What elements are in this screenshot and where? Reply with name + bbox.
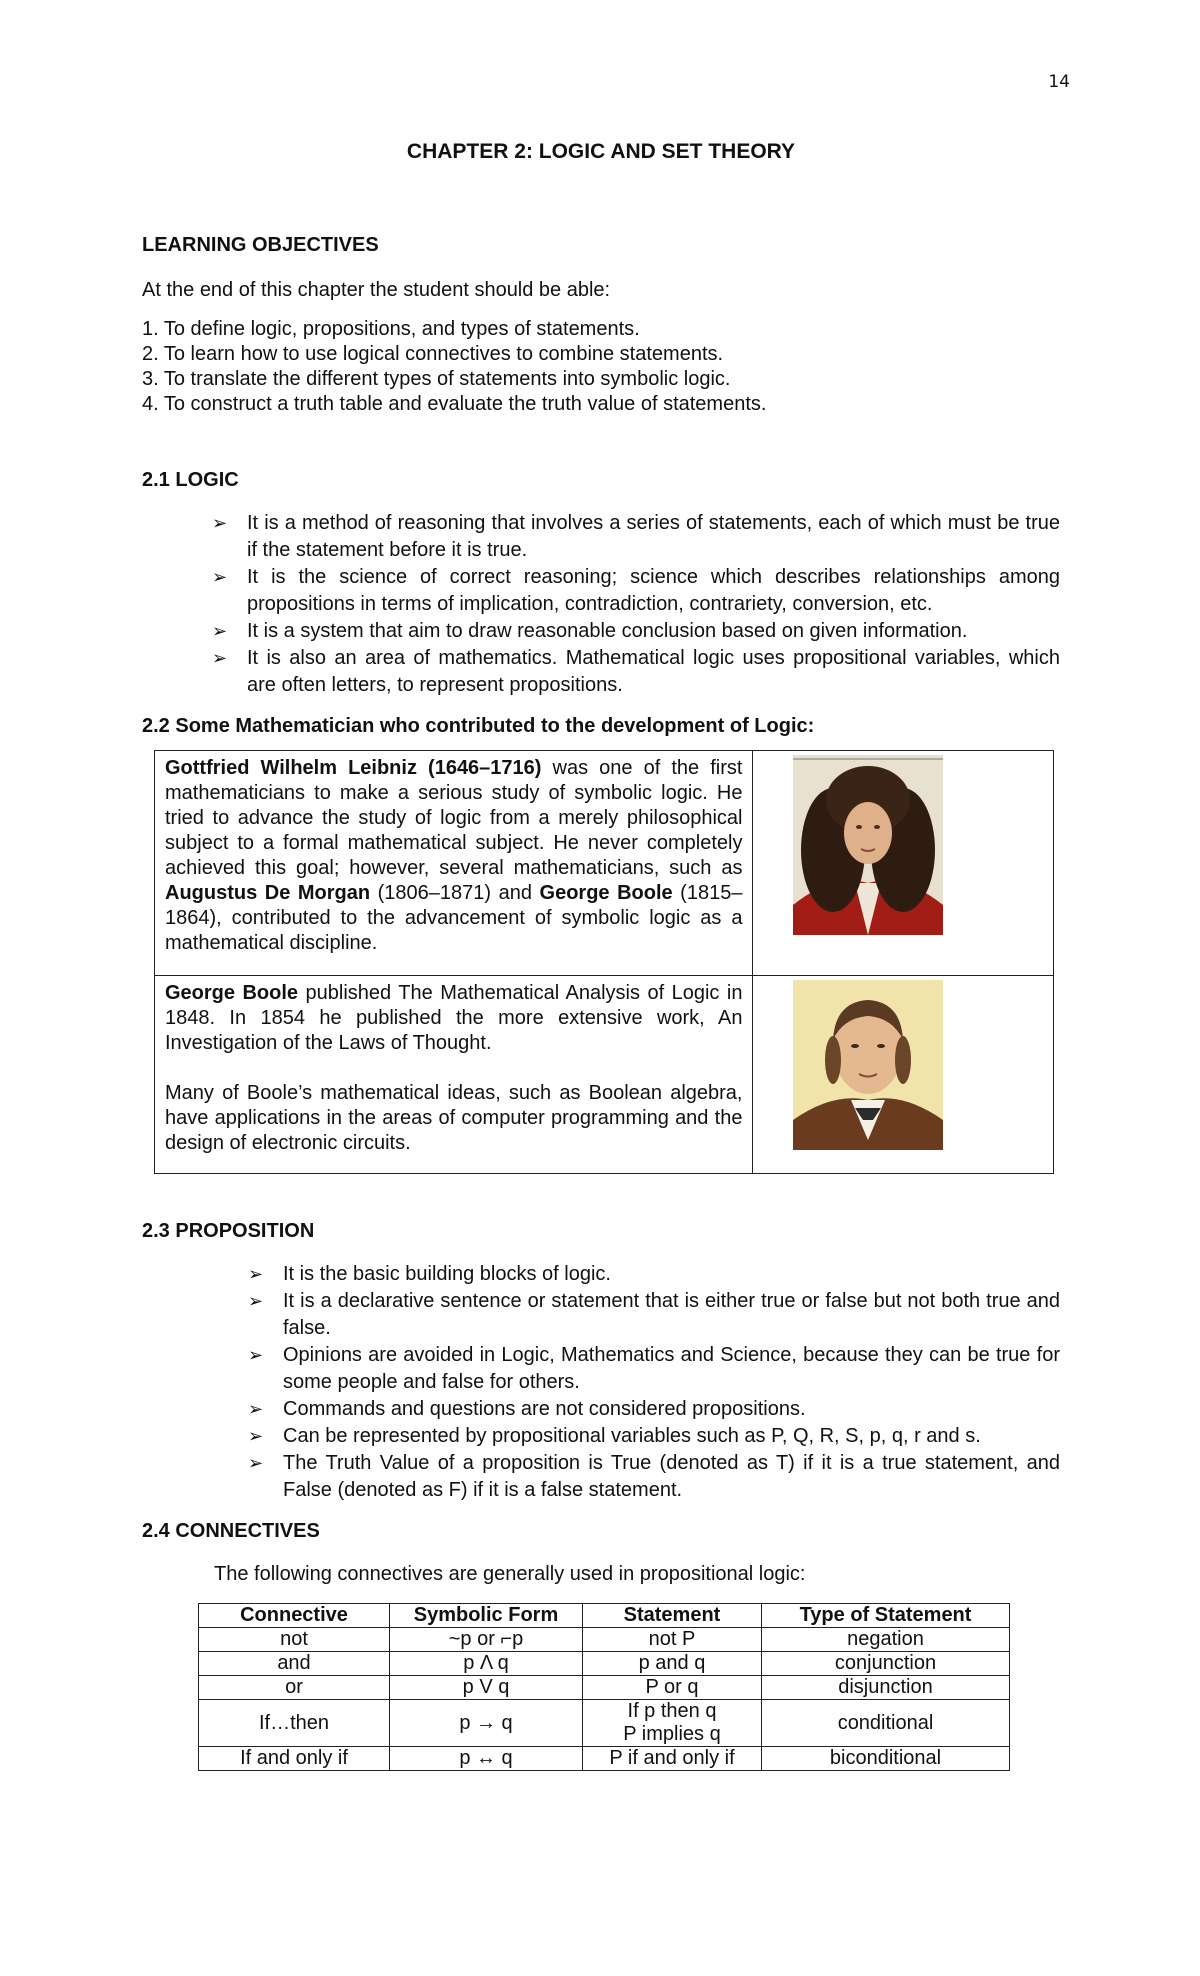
arrow-bullet-icon: ➢ xyxy=(212,513,228,533)
learning-objectives-heading: LEARNING OBJECTIVES xyxy=(142,234,379,256)
logic-heading: 2.1 LOGIC xyxy=(142,469,239,491)
table-row xyxy=(199,1628,1010,1652)
table-cell: p → q xyxy=(390,1700,583,1747)
list-item: ➢ It is a method of reasoning that involves a series of statements, each of which must be true if the statement before it is true. xyxy=(212,512,1060,561)
table-cell: p V q xyxy=(390,1676,583,1700)
leibniz-portrait xyxy=(793,755,943,935)
list-item: ➢ Commands and questions are not considered propositions. xyxy=(248,1396,1060,1423)
arrow-bullet-icon: ➢ xyxy=(248,1453,264,1473)
list-item: ➢ It is a declarative sentence or statement that is either true or false but not both true and false. xyxy=(248,1290,1060,1339)
list-item: 4. To construct a truth table and evaluate the truth value of statements. xyxy=(142,393,767,415)
table-cell: or xyxy=(199,1676,390,1700)
arrow-bullet-icon: ➢ xyxy=(248,1399,264,1419)
logic-bullet-list xyxy=(212,510,1060,699)
column-header: Symbolic Form xyxy=(390,1604,583,1628)
arrow-bullet-icon: ➢ xyxy=(248,1426,264,1446)
table-cell: p Λ q xyxy=(390,1652,583,1676)
list-item: ➢ It is a system that aim to draw reasonable conclusion based on given information. xyxy=(212,618,1060,645)
list-item: ➢ Opinions are avoided in Logic, Mathematics and Science, because they can be true for some people and false for others. xyxy=(248,1344,1060,1393)
list-item: ➢ It is also an area of mathematics. Mathematical logic uses propositional variables, which are often letters, to represent propositions. xyxy=(212,647,1060,696)
table-row xyxy=(199,1747,1010,1771)
connectives-table xyxy=(198,1603,1010,1771)
table-cell: p ↔ q xyxy=(390,1747,583,1771)
mathematicians-heading: 2.2 Some Mathematician who contributed to the development of Logic: xyxy=(142,715,815,737)
table-row xyxy=(199,1700,1010,1747)
boole-description: George Boole published The Mathematical Analysis of Logic in 1848. In 1854 he published the more extensive work, An Investigation of the Laws of Thought. Many of Boole’s mathematical ideas, such as Boolean algebra, have applications in the areas of computer programming and the design of electronic circuits. xyxy=(155,976,753,1174)
list-item: ➢ The Truth Value of a proposition is True (denoted as T) if it is a true statement, and False (denoted as F) if it is a false statement. xyxy=(248,1452,1060,1501)
list-item: 2. To learn how to use logical connectives to combine statements. xyxy=(142,343,724,365)
arrow-bullet-icon: ➢ xyxy=(248,1291,264,1311)
table-cell: P or q xyxy=(583,1676,762,1700)
objectives-list xyxy=(142,317,1060,417)
table-cell: disjunction xyxy=(762,1676,1010,1700)
table-header-row xyxy=(199,1604,1010,1628)
column-header: Connective xyxy=(199,1604,390,1628)
table-cell: not xyxy=(199,1628,390,1652)
arrow-bullet-icon: ➢ xyxy=(248,1264,264,1284)
boole-portrait xyxy=(793,980,943,1150)
arrow-bullet-icon: ➢ xyxy=(248,1345,264,1365)
table-row xyxy=(199,1676,1010,1700)
connectives-heading: 2.4 CONNECTIVES xyxy=(142,1520,320,1542)
list-item: 3. To translate the different types of statements into symbolic logic. xyxy=(142,368,731,390)
leibniz-portrait-cell xyxy=(753,751,1054,976)
table-cell: biconditional xyxy=(762,1747,1010,1771)
list-item: 1. To define logic, propositions, and types of statements. xyxy=(142,318,640,340)
page-content xyxy=(142,140,1060,1771)
table-cell: If and only if xyxy=(199,1747,390,1771)
arrow-bullet-icon: ➢ xyxy=(212,648,228,668)
arrow-bullet-icon: ➢ xyxy=(212,567,228,587)
table-cell: If…then xyxy=(199,1700,390,1747)
arrow-bullet-icon: ➢ xyxy=(212,621,228,641)
table-cell: ~p or ⌐p xyxy=(390,1628,583,1652)
list-item: ➢ Can be represented by propositional variables such as P, Q, R, S, p, q, r and s. xyxy=(248,1423,1060,1450)
table-cell: negation xyxy=(762,1628,1010,1652)
table-cell: and xyxy=(199,1652,390,1676)
connectives-intro: The following connectives are generally used in propositional logic: xyxy=(214,1563,806,1585)
mathematicians-table xyxy=(154,750,1054,1174)
table-row xyxy=(155,976,1054,1174)
chapter-title: CHAPTER 2: LOGIC AND SET THEORY xyxy=(406,140,796,163)
table-cell: p and q xyxy=(583,1652,762,1676)
page-number: 14 xyxy=(1048,72,1070,92)
table-row xyxy=(155,751,1054,976)
table-row xyxy=(199,1652,1010,1676)
leibniz-description: Gottfried Wilhelm Leibniz (1646–1716) was one of the first mathematicians to make a serious study of symbolic logic. He tried to advance the study of logic from a merely philosophical subject to a formal mathematical subject. He never completely achieved this goal; however, several mathematicians, such as Augustus De Morgan (1806–1871) and George Boole (1815–1864), contributed to the advancement of symbolic logic as a mathematical discipline. xyxy=(155,751,753,976)
objectives-intro: At the end of this chapter the student should be able: xyxy=(142,279,611,301)
table-cell: not P xyxy=(583,1628,762,1652)
list-item: ➢ It is the science of correct reasoning; science which describes relationships among propositions in terms of implication, contradiction, contrariety, conversion, etc. xyxy=(212,566,1060,615)
proposition-heading: 2.3 PROPOSITION xyxy=(142,1220,315,1242)
table-cell: conditional xyxy=(762,1700,1010,1747)
table-cell: P if and only if xyxy=(583,1747,762,1771)
boole-portrait-cell xyxy=(753,976,1054,1174)
table-cell: If p then q P implies q xyxy=(583,1700,762,1747)
proposition-bullet-list xyxy=(248,1261,1060,1504)
column-header: Statement xyxy=(583,1604,762,1628)
table-cell: conjunction xyxy=(762,1652,1010,1676)
column-header: Type of Statement xyxy=(762,1604,1010,1628)
list-item: ➢ It is the basic building blocks of logic. xyxy=(248,1261,1060,1288)
